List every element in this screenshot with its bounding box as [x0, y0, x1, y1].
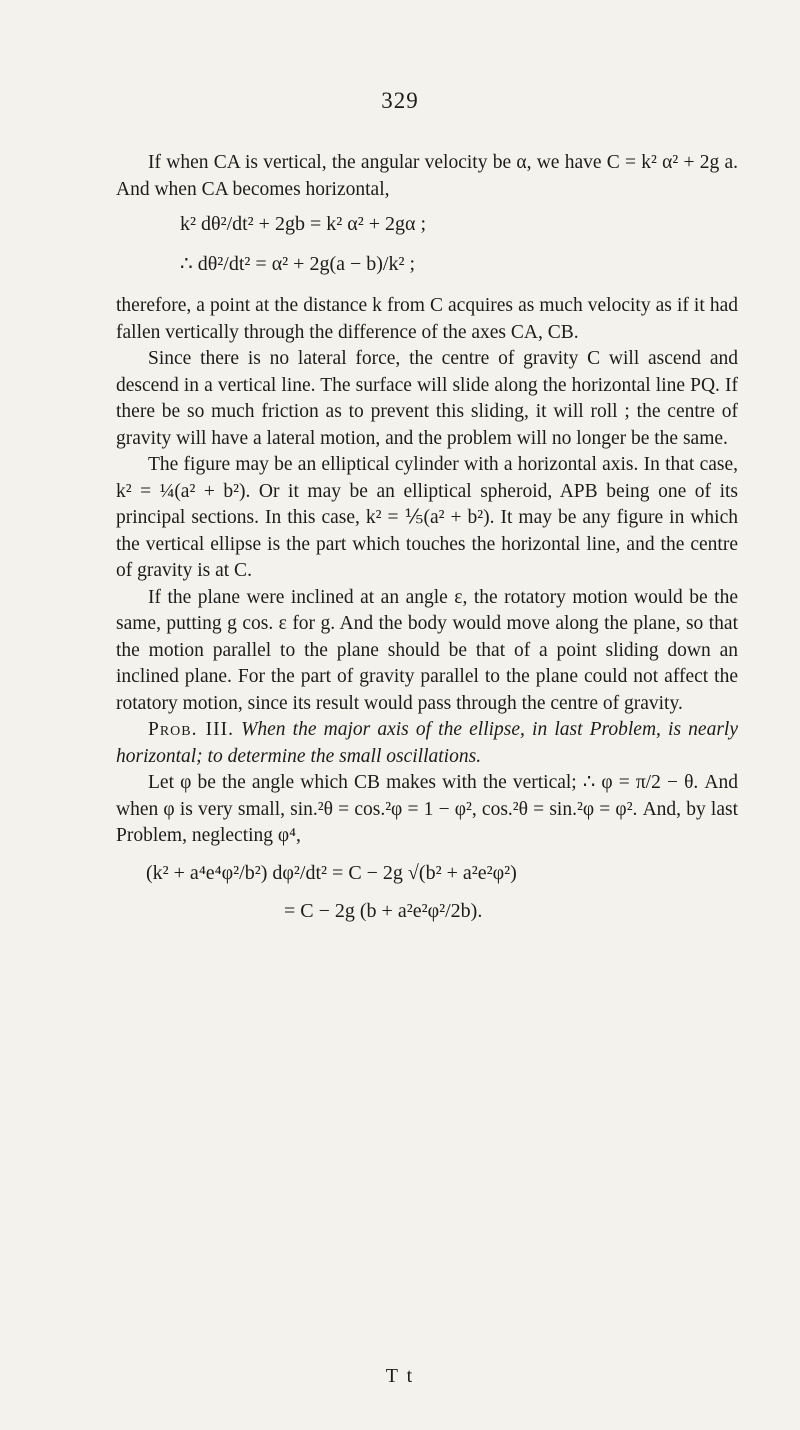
paragraph-4: The figure may be an elliptical cylinder with a horizontal axis. In that case, k² = ¼(a² + b²). Or it may be an elliptical spheroid, APB being one of its principal sections. In this case, k² = ⅕(a² + b²). It may be any figure in which the vertical ellipse is the part which touches the horizontal line, and the centre of gravity is at C.: [116, 454, 738, 581]
paragraph-3: Since there is no lateral force, the centre of gravity C will ascend and descend in a vertical line. The surface will slide along the horizontal line PQ. If there be so much friction as to prevent this sliding, it will roll ; the centre of gravity will have a lateral motion, and the problem will no longer be the same.: [116, 348, 738, 449]
equation-1: k² dθ²/dt² + 2gb = k² α² + 2gα ;: [180, 213, 427, 235]
paragraph-1-line-a: If when CA is vertical, the angular velocity be α, we have: [148, 152, 602, 173]
equation-2: ∴ dθ²/dt² = α² + 2g(a − b)/k² ;: [180, 253, 416, 275]
paragraph-2: therefore, a point at the distance k from C acquires as much velocity as if it had fallen vertically through the difference of the axes CA, CB.: [116, 295, 738, 343]
signature-mark: T t: [385, 1365, 415, 1387]
paragraph-1-line-b: C = k² α² + 2g a. And when CA becomes horizontal,: [116, 152, 739, 200]
equation-block-1: [116, 205, 738, 291]
equation-3: (k² + a⁴e⁴φ²/b²) dφ²/dt² = C − 2g √(b² + a²e²φ²): [146, 861, 517, 884]
problem-label: Prob. III.: [148, 719, 234, 740]
paragraph-5: If the plane were inclined at an angle ε, the rotatory motion would be the same, putting g cos. ε for g. And the body would move along the plane, so that the motion parallel to the plane should be that of a point sliding down an inclined plane. For the part of gravity parallel to the plane could not affect the rotatory motion, since its result would pass through the centre of gravity.: [116, 586, 738, 714]
problem-text: When the major axis of the ellipse, in last Problem, is nearly horizontal; to determine the small oscillations.: [116, 719, 739, 767]
equation-block-2: [116, 852, 738, 932]
paragraph-6: Let φ be the angle which CB makes with the vertical; ∴ φ = π/2 − θ. And when φ is very small, sin.²θ = cos.²φ = 1 − φ², cos.²θ = sin.²φ = φ². And, by last Problem, neglecting φ⁴,: [116, 772, 738, 846]
paragraph-1: [116, 150, 738, 203]
page-number: 329: [381, 88, 419, 113]
equation-4: = C − 2g (b + a²e²φ²/2b).: [284, 899, 483, 922]
problem-statement: [116, 717, 738, 770]
page-body: [116, 150, 738, 934]
